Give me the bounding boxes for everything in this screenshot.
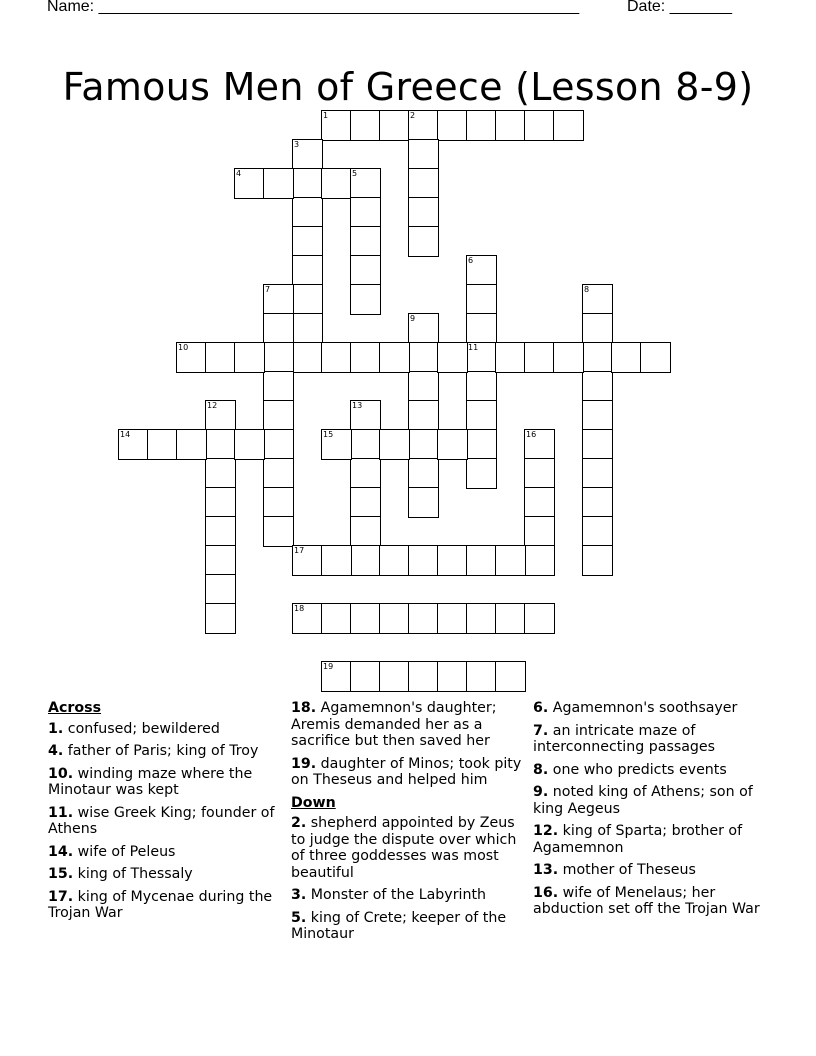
crossword-cell[interactable] bbox=[408, 371, 439, 402]
clue-text: wife of Peleus bbox=[77, 843, 176, 860]
clue-text: wife of Menelaus; her abduction set off the Trojan War bbox=[533, 884, 760, 917]
crossword-cell[interactable] bbox=[466, 110, 497, 141]
cell-number: 5 bbox=[352, 169, 358, 178]
clue-number: 15. bbox=[48, 866, 74, 882]
crossword-cell[interactable] bbox=[350, 168, 381, 199]
crossword-cell[interactable] bbox=[321, 110, 352, 141]
crossword-cell[interactable] bbox=[350, 342, 381, 373]
clue-text: Monster of the Labyrinth bbox=[310, 887, 487, 903]
clue-number: 17. bbox=[48, 888, 74, 905]
crossword-cell[interactable] bbox=[408, 168, 439, 199]
clue-text: king of Sparta; brother of Agamemnon bbox=[533, 823, 743, 856]
crossword-cell[interactable] bbox=[466, 284, 497, 315]
crossword-cell[interactable] bbox=[350, 255, 381, 286]
crossword-cell[interactable] bbox=[466, 255, 497, 286]
cell-number: 9 bbox=[410, 314, 416, 323]
clue-item bbox=[48, 866, 286, 883]
crossword-cell[interactable] bbox=[205, 487, 236, 518]
crossword-cell[interactable] bbox=[379, 110, 410, 141]
crossword-cell[interactable] bbox=[205, 603, 236, 634]
crossword-cell[interactable] bbox=[466, 429, 497, 460]
down-heading: Down bbox=[291, 794, 336, 811]
clue-number: 2. bbox=[291, 815, 307, 831]
clue-item bbox=[533, 723, 771, 756]
crossword-cell[interactable] bbox=[524, 458, 555, 489]
clue-item bbox=[533, 784, 771, 817]
cell-number: 13 bbox=[352, 401, 363, 410]
cell-number: 4 bbox=[236, 169, 242, 178]
cell-number: 12 bbox=[207, 401, 218, 410]
clue-item bbox=[533, 862, 771, 879]
crossword-cell[interactable] bbox=[234, 429, 265, 460]
clue-item bbox=[48, 805, 286, 838]
clue-text: confused; bewildered bbox=[67, 720, 220, 737]
clue-text: mother of Theseus bbox=[562, 862, 696, 878]
clue-item bbox=[533, 823, 771, 856]
clue-item bbox=[533, 700, 771, 717]
crossword-cell[interactable] bbox=[205, 400, 236, 431]
crossword-cell[interactable] bbox=[640, 342, 671, 373]
clue-text: noted king of Athens; son of king Aegeus bbox=[533, 784, 753, 817]
crossword-cell[interactable] bbox=[495, 545, 526, 576]
clue-item bbox=[48, 844, 286, 861]
crossword-cell[interactable] bbox=[263, 487, 294, 518]
crossword-cell[interactable] bbox=[495, 110, 526, 141]
clue-text: Agamemnon's soothsayer bbox=[552, 700, 738, 716]
crossword-cell[interactable] bbox=[321, 545, 352, 576]
crossword-cell[interactable] bbox=[379, 603, 410, 634]
crossword-cell[interactable] bbox=[263, 516, 294, 547]
crossword-cell[interactable] bbox=[263, 429, 294, 460]
crossword-cell[interactable] bbox=[582, 516, 613, 547]
clue-number: 13. bbox=[533, 862, 559, 878]
crossword-cell[interactable] bbox=[263, 371, 294, 402]
crossword-cell[interactable] bbox=[350, 458, 381, 489]
crossword-cell[interactable] bbox=[611, 342, 642, 373]
crossword-cell[interactable] bbox=[582, 487, 613, 518]
crossword-cell[interactable] bbox=[321, 429, 352, 460]
crossword-cell[interactable] bbox=[524, 603, 555, 634]
clue-number: 18. bbox=[291, 700, 317, 716]
crossword-cell[interactable] bbox=[350, 400, 381, 431]
crossword-cell[interactable] bbox=[205, 342, 236, 373]
clue-column-1 bbox=[48, 700, 286, 928]
crossword-cell[interactable] bbox=[321, 661, 352, 692]
clue-item bbox=[291, 910, 529, 943]
crossword-cell[interactable] bbox=[350, 284, 381, 315]
clue-item bbox=[291, 815, 529, 881]
crossword-cell[interactable] bbox=[408, 545, 439, 576]
crossword-cell[interactable] bbox=[292, 284, 323, 315]
crossword-cell[interactable] bbox=[582, 458, 613, 489]
crossword-cell[interactable] bbox=[321, 603, 352, 634]
clue-number: 14. bbox=[48, 843, 74, 860]
crossword-cell[interactable] bbox=[582, 313, 613, 344]
crossword-cell[interactable] bbox=[495, 603, 526, 634]
crossword-cell[interactable] bbox=[321, 168, 352, 199]
crossword-cell[interactable] bbox=[350, 661, 381, 692]
clue-item bbox=[291, 756, 529, 789]
crossword-cell[interactable] bbox=[263, 458, 294, 489]
crossword-cell[interactable] bbox=[379, 661, 410, 692]
clue-number: 10. bbox=[48, 765, 74, 782]
clue-text: king of Thessaly bbox=[77, 866, 193, 882]
crossword-cell[interactable] bbox=[495, 342, 526, 373]
crossword-cell[interactable] bbox=[292, 197, 323, 228]
crossword-cell[interactable] bbox=[263, 342, 294, 373]
crossword-cell[interactable] bbox=[118, 429, 149, 460]
crossword-cell[interactable] bbox=[408, 197, 439, 228]
crossword-cell[interactable] bbox=[292, 139, 323, 170]
cell-number: 17 bbox=[294, 546, 305, 555]
clue-text: winding maze where the Minotaur was kept bbox=[48, 765, 253, 798]
date-field-line: Date: _______ bbox=[627, 0, 732, 15]
crossword-cell[interactable] bbox=[408, 110, 439, 141]
clue-text: one who predicts events bbox=[552, 761, 727, 778]
crossword-cell[interactable] bbox=[466, 458, 497, 489]
crossword-cell[interactable] bbox=[437, 603, 468, 634]
crossword-cell[interactable] bbox=[466, 661, 497, 692]
clue-item bbox=[533, 762, 771, 779]
crossword-cell[interactable] bbox=[263, 284, 294, 315]
clue-text: an intricate maze of interconnecting passages bbox=[533, 722, 716, 755]
crossword-cell[interactable] bbox=[437, 110, 468, 141]
clue-column-2 bbox=[291, 700, 529, 949]
crossword-cell[interactable] bbox=[524, 429, 555, 460]
clue-item bbox=[291, 700, 529, 750]
crossword-cell[interactable] bbox=[437, 342, 468, 373]
clue-number: 5. bbox=[291, 909, 307, 926]
crossword-cell[interactable] bbox=[379, 342, 410, 373]
crossword-cell[interactable] bbox=[321, 342, 352, 373]
crossword-cell[interactable] bbox=[408, 661, 439, 692]
crossword-cell[interactable] bbox=[176, 429, 207, 460]
cell-number: 3 bbox=[294, 140, 300, 149]
clue-number: 16. bbox=[533, 884, 559, 901]
crossword-cell[interactable] bbox=[466, 313, 497, 344]
crossword-cell[interactable] bbox=[466, 545, 497, 576]
crossword-cell[interactable] bbox=[553, 110, 584, 141]
clue-text: Agamemnon's daughter; Aremis demanded her as a sacrifice but then saved her bbox=[291, 700, 497, 749]
crossword-cell[interactable] bbox=[147, 429, 178, 460]
crossword-cell[interactable] bbox=[263, 313, 294, 344]
crossword-cell[interactable] bbox=[379, 429, 410, 460]
clue-column-3 bbox=[533, 700, 771, 924]
crossword-cell[interactable] bbox=[466, 342, 497, 373]
crossword-cell[interactable] bbox=[292, 342, 323, 373]
crossword-cell[interactable] bbox=[292, 226, 323, 257]
clue-text: father of Paris; king of Troy bbox=[67, 743, 259, 759]
crossword-cell[interactable] bbox=[176, 342, 207, 373]
crossword-cell[interactable] bbox=[292, 545, 323, 576]
cell-number: 15 bbox=[323, 430, 334, 439]
crossword-cell[interactable] bbox=[350, 197, 381, 228]
crossword-cell[interactable] bbox=[263, 400, 294, 431]
clue-text: wise Greek King; founder of Athens bbox=[48, 804, 275, 837]
crossword-cell[interactable] bbox=[466, 371, 497, 402]
clue-number: 12. bbox=[533, 823, 559, 839]
crossword-cell[interactable] bbox=[292, 168, 323, 199]
crossword-cell[interactable] bbox=[350, 429, 381, 460]
crossword-cell[interactable] bbox=[582, 371, 613, 402]
clue-number: 8. bbox=[533, 761, 549, 778]
crossword-cell[interactable] bbox=[408, 400, 439, 431]
crossword-cell[interactable] bbox=[437, 545, 468, 576]
crossword-cell[interactable] bbox=[582, 400, 613, 431]
crossword-cell[interactable] bbox=[350, 110, 381, 141]
crossword-cell[interactable] bbox=[408, 342, 439, 373]
crossword-cell[interactable] bbox=[408, 139, 439, 170]
crossword-cell[interactable] bbox=[379, 545, 410, 576]
crossword-cell[interactable] bbox=[524, 516, 555, 547]
crossword-cell[interactable] bbox=[292, 603, 323, 634]
clue-item bbox=[48, 743, 286, 760]
crossword-cell[interactable] bbox=[524, 110, 555, 141]
crossword-cell[interactable] bbox=[582, 429, 613, 460]
crossword-cell[interactable] bbox=[350, 603, 381, 634]
crossword-cell[interactable] bbox=[205, 429, 236, 460]
cell-number: 6 bbox=[468, 256, 474, 265]
crossword-cell[interactable] bbox=[350, 545, 381, 576]
crossword-cell[interactable] bbox=[350, 487, 381, 518]
cell-number: 1 bbox=[323, 111, 329, 120]
crossword-cell[interactable] bbox=[234, 342, 265, 373]
clue-number: 19. bbox=[291, 755, 317, 772]
clue-number: 7. bbox=[533, 722, 549, 739]
crossword-cell[interactable] bbox=[350, 226, 381, 257]
crossword-cell[interactable] bbox=[292, 313, 323, 344]
crossword-cell[interactable] bbox=[495, 661, 526, 692]
crossword-cell[interactable] bbox=[582, 342, 613, 373]
crossword-cell[interactable] bbox=[408, 226, 439, 257]
crossword-cell[interactable] bbox=[524, 487, 555, 518]
crossword-cell[interactable] bbox=[582, 545, 613, 576]
across-heading: Across bbox=[48, 700, 102, 716]
crossword-cell[interactable] bbox=[408, 313, 439, 344]
crossword-cell[interactable] bbox=[408, 487, 439, 518]
crossword-cell[interactable] bbox=[437, 429, 468, 460]
crossword-cell[interactable] bbox=[205, 458, 236, 489]
crossword-cell[interactable] bbox=[524, 342, 555, 373]
clue-number: 4. bbox=[48, 743, 64, 759]
clue-number: 3. bbox=[291, 887, 307, 903]
clue-text: king of Mycenae during the Trojan War bbox=[48, 888, 273, 921]
clue-text: daughter of Minos; took pity on Theseus and helped him bbox=[291, 755, 522, 788]
cell-number: 19 bbox=[323, 662, 334, 671]
cell-number: 11 bbox=[468, 343, 479, 352]
crossword-cell[interactable] bbox=[205, 516, 236, 547]
crossword-cell[interactable] bbox=[263, 168, 294, 199]
crossword-cell[interactable] bbox=[350, 516, 381, 547]
cell-number: 16 bbox=[526, 430, 537, 439]
crossword-cell[interactable] bbox=[292, 255, 323, 286]
clue-item bbox=[48, 766, 286, 799]
crossword-cell[interactable] bbox=[437, 661, 468, 692]
cell-number: 8 bbox=[584, 285, 590, 294]
crossword-cell[interactable] bbox=[205, 574, 236, 605]
clue-item bbox=[48, 721, 286, 738]
crossword-cell[interactable] bbox=[234, 168, 265, 199]
clue-number: 9. bbox=[533, 784, 549, 800]
clue-item bbox=[533, 885, 771, 918]
crossword-cell[interactable] bbox=[553, 342, 584, 373]
cell-number: 18 bbox=[294, 604, 305, 613]
crossword-cell[interactable] bbox=[466, 400, 497, 431]
crossword-cell[interactable] bbox=[408, 458, 439, 489]
cell-number: 10 bbox=[178, 343, 189, 352]
crossword-cell[interactable] bbox=[408, 603, 439, 634]
crossword-cell[interactable] bbox=[582, 284, 613, 315]
cell-number: 2 bbox=[410, 111, 416, 120]
cell-number: 14 bbox=[120, 430, 131, 439]
crossword-cell[interactable] bbox=[408, 429, 439, 460]
clue-number: 1. bbox=[48, 720, 64, 737]
clue-number: 6. bbox=[533, 700, 549, 716]
clue-item bbox=[291, 887, 529, 904]
crossword-cell[interactable] bbox=[205, 545, 236, 576]
cell-number: 7 bbox=[265, 285, 271, 294]
crossword-cell[interactable] bbox=[466, 603, 497, 634]
clue-number: 11. bbox=[48, 804, 74, 821]
clue-item bbox=[48, 889, 286, 922]
crossword-cell[interactable] bbox=[524, 545, 555, 576]
clue-text: shepherd appointed by Zeus to judge the dispute over which of three goddesses was most beautiful bbox=[291, 815, 517, 881]
name-field-line: Name: ______________________________________________________ bbox=[47, 0, 580, 15]
clue-text: king of Crete; keeper of the Minotaur bbox=[291, 909, 507, 942]
page-title: Famous Men of Greece (Lesson 8-9) bbox=[62, 65, 754, 110]
